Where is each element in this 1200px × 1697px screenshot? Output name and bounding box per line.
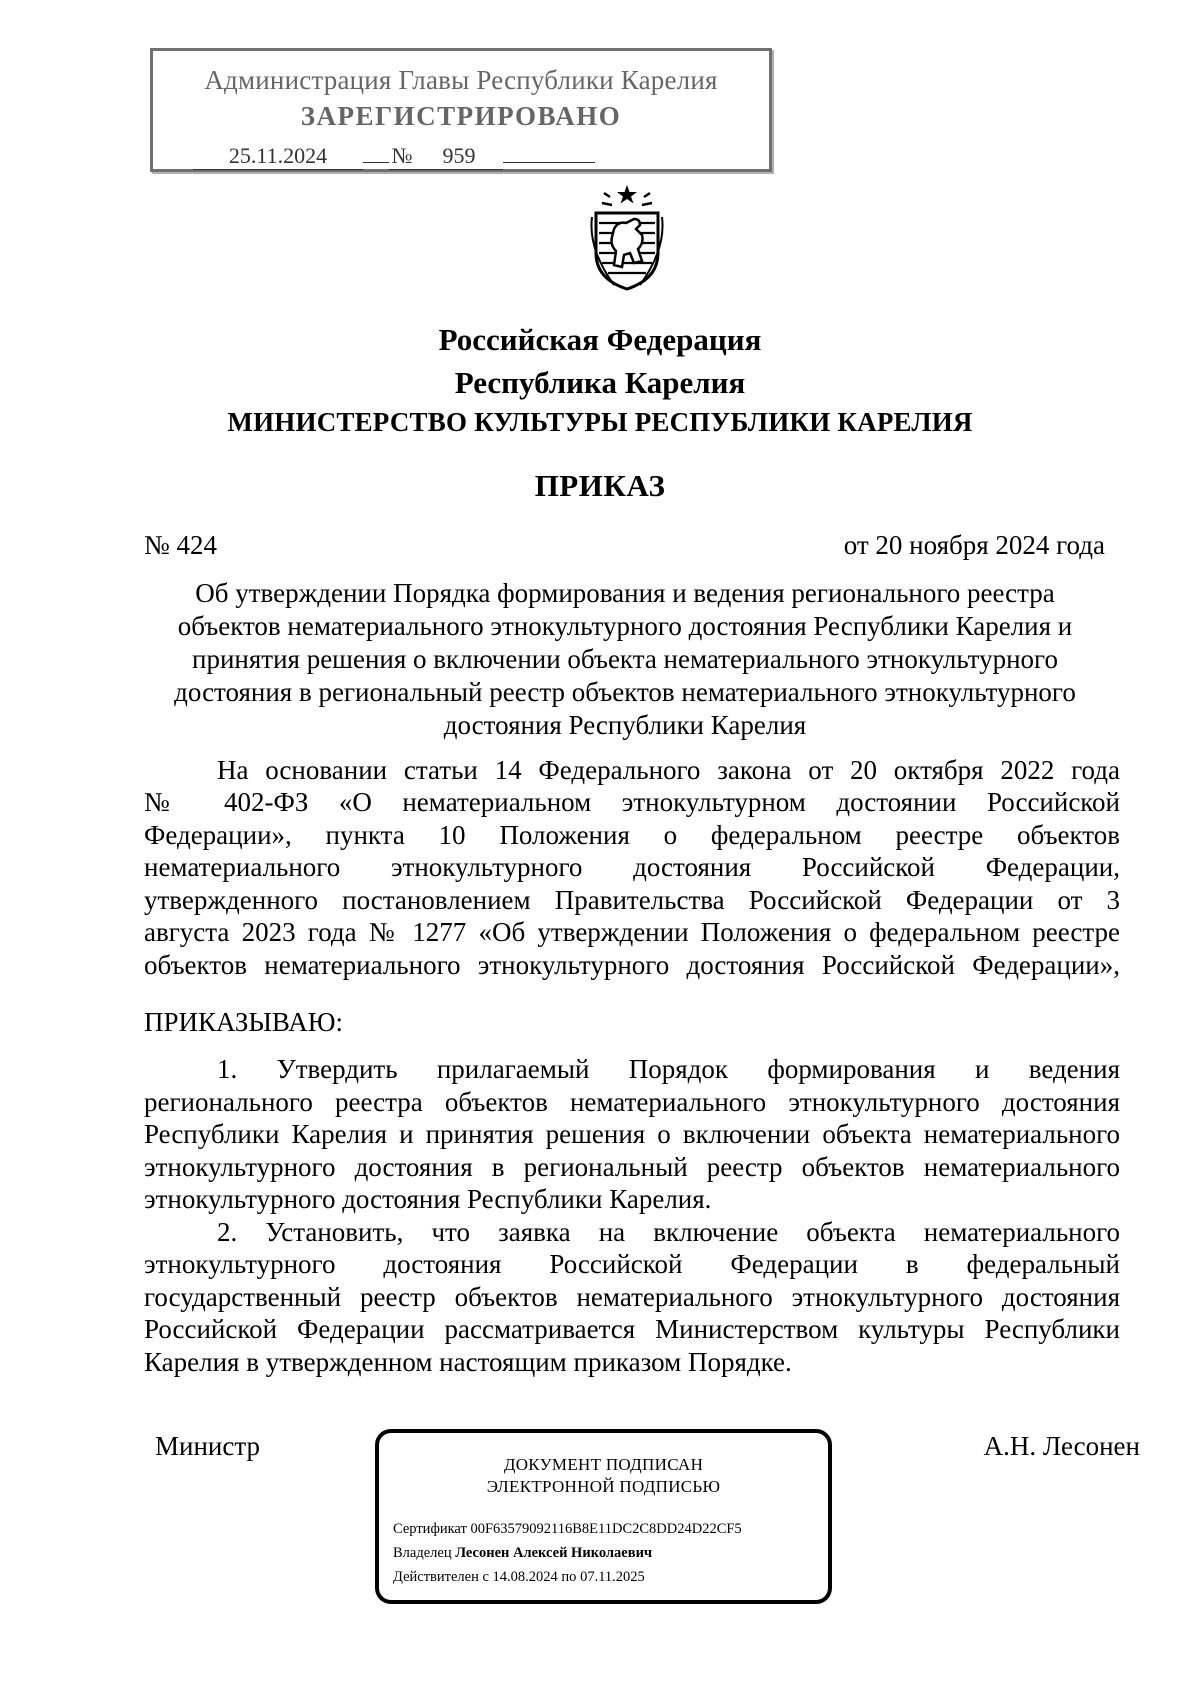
order-subject [140,577,1110,742]
subject-line: Об утверждении Порядка формирования и ведения регионального реестра [195,578,1055,608]
preamble-line: № 402-ФЗ «О нематериальном этнокультурном достоянии Российской [144,787,1120,817]
registration-stamp [150,48,772,172]
signer-name: А.Н. Лесонен [983,1431,1140,1461]
item-line: Российской Федерации рассматривается Министерством культуры Республики [144,1314,1120,1344]
signer-position: Министр [155,1431,260,1461]
esig-valid-to: 07.11.2025 [580,1569,645,1585]
registration-date: 25.11.2024 [193,143,363,170]
subject-line: принятия решения о включении объекта нематериального этнокультурного [192,644,1058,674]
esig-certificate-value: 00F63579092116B8E11DC2C8DD24D22CF5 [470,1521,742,1537]
preamble-line: Федерации», пункта 10 Положения о федеральном реестре объектов [144,820,1120,850]
item-line: этнокультурного достояния в региональный реестр объектов нематериального [144,1152,1120,1182]
item-line: 2. Установить, что заявка на включение объекта нематериального [217,1217,1120,1247]
item-line: этнокультурного достояния Республики Карелия. [144,1184,712,1214]
subject-line: объектов нематериального этнокультурного достояния Республики Карелия и [177,611,1073,641]
electronic-signature-stamp [375,1429,832,1604]
esig-valid-label: Действителен с [393,1569,489,1585]
item-line: Республики Карелия и принятия решения о включении объекта нематериального [144,1119,1120,1149]
order-date: от 20 ноября 2024 года [843,530,1105,560]
item-line: 1. Утвердить прилагаемый Порядок формирования и ведения [217,1054,1120,1084]
esig-title-line1: ДОКУМЕНТ ПОДПИСАН [503,1455,704,1474]
item-line: Карелия в утвержденном настоящим приказом Порядке. [144,1347,792,1377]
preamble-line: нематериального этнокультурного достояния Российской Федерации, [144,852,1120,882]
esig-certificate [393,1521,742,1538]
registration-number: 959 [415,143,503,170]
preamble-line: августа 2023 года № 1277 «Об утверждении Положения о федеральном реестре [144,917,1120,947]
subject-line: достояния в региональный реестр объектов нематериального этнокультурного [174,677,1076,707]
registration-authority: Администрация Главы Республики Карелия [204,65,718,95]
country-title: Российская Федерация [438,322,762,357]
esig-certificate-label: Сертификат [393,1521,467,1537]
esig-owner [393,1545,652,1562]
esig-title-line2: ЭЛЕКТРОННОЙ ПОДПИСЬЮ [486,1477,721,1496]
preamble-line: утвержденного постановлением Правительства Российской Федерации от 3 [144,885,1120,915]
document-type: ПРИКАЗ [534,468,666,503]
registration-number-label: № [389,143,415,170]
esig-owner-label: Владелец [393,1545,452,1561]
esig-owner-value: Лесонен Алексей Николаевич [455,1545,653,1561]
item-line: этнокультурного достояния Российской Федерации в федеральный [144,1249,1120,1279]
item-line: регионального реестра объектов нематериального этнокультурного достояния [144,1087,1120,1117]
preamble-line: На основании статьи 14 Федерального закона от 20 октября 2022 года [217,755,1120,785]
order-number: № 424 [144,530,218,560]
preamble-line: объектов нематериального этнокультурного достояния Российской Федерации», [144,950,1120,980]
item-line: государственный реестр объектов нематериального этнокультурного достояния [144,1282,1120,1312]
directive-word: ПРИКАЗЫВАЮ: [144,1007,343,1037]
esig-valid-to-label: по [561,1569,577,1585]
esig-valid-from: 14.08.2024 [492,1569,558,1585]
subject-line: достояния Республики Карелия [443,710,807,740]
registration-details [193,143,595,170]
ministry-title: МИНИСТЕРСТВО КУЛЬТУРЫ РЕСПУБЛИКИ КАРЕЛИЯ [227,407,973,437]
karelia-coat-of-arms-icon [584,183,670,293]
region-title: Республика Карелия [454,365,746,400]
esig-validity [393,1569,645,1586]
registration-status: ЗАРЕГИСТРИРОВАНО [300,101,622,131]
